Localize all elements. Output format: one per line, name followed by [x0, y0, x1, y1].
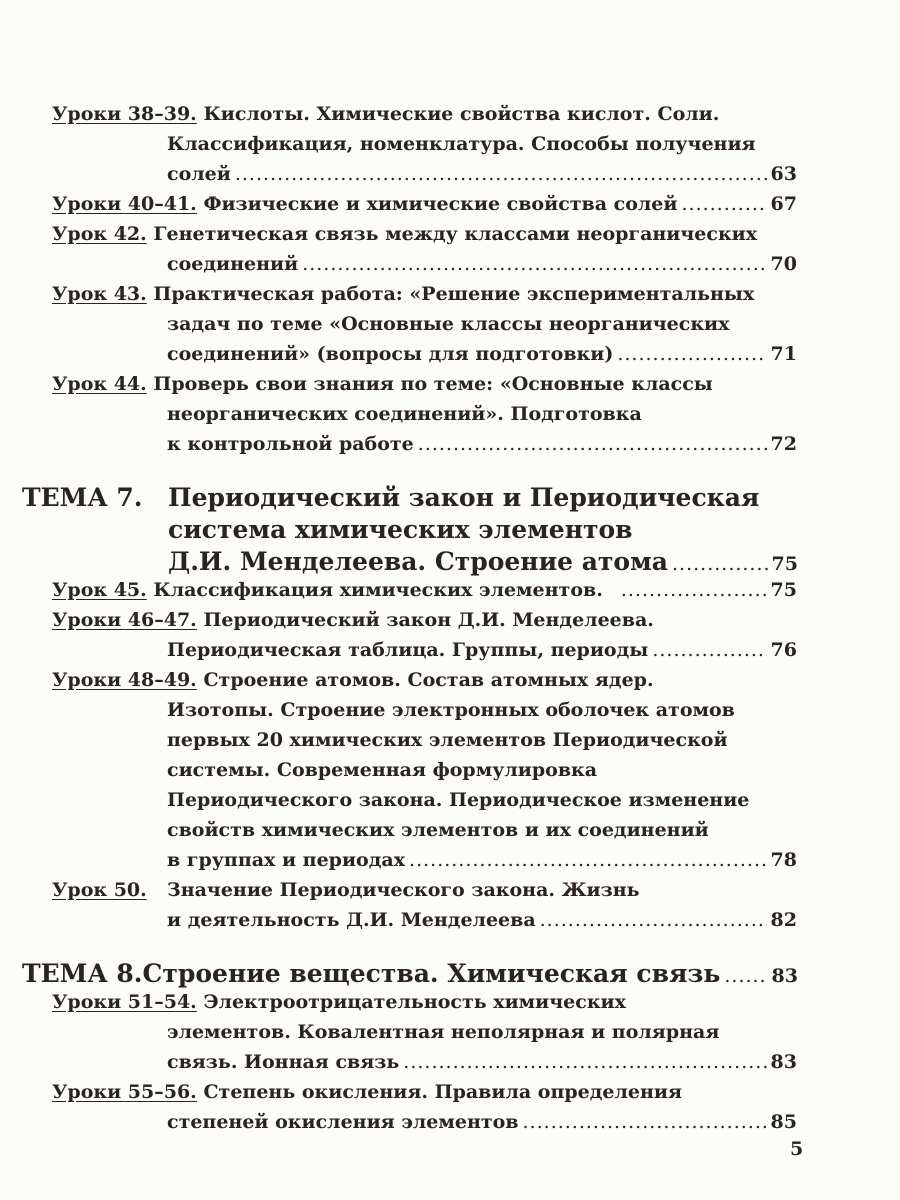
entry-text: Проверь свои знания по теме: «Основные классы — [153, 373, 713, 395]
entry-text: Классификация, номенклатура. Способы получения — [167, 133, 756, 155]
page-ref: 71 — [770, 343, 797, 365]
page-ref: 72 — [770, 433, 797, 455]
entry-text: задач по теме «Основные классы неорганических — [167, 313, 730, 335]
page-ref: 63 — [770, 163, 797, 185]
page-ref: 78 — [770, 849, 797, 871]
entry-text: соединений — [167, 253, 299, 275]
entry-text: свойств химических элементов и их соединений — [167, 819, 709, 841]
entry-text: Практическая работа: «Решение экспериментальных — [153, 283, 755, 305]
dot-leader — [540, 908, 767, 932]
entry-text: в группах и периодах — [167, 849, 406, 871]
entry-text: солей — [167, 163, 231, 185]
entry-text: Значение Периодического закона. Жизнь — [167, 879, 640, 901]
page-ref: 70 — [770, 253, 797, 275]
entry-text: Периодического закона. Периодическое изменение — [167, 789, 750, 811]
lesson-label[interactable]: Урок 43. — [52, 283, 147, 305]
entry-text: Генетическая связь между классами неорганических — [153, 223, 758, 245]
dot-leader — [724, 960, 767, 992]
dot-leader — [672, 548, 768, 580]
page-ref: 82 — [770, 909, 797, 931]
lesson-label[interactable]: Уроки 48–49. — [52, 669, 197, 691]
entry-text: и деятельность Д.И. Менделеева — [167, 909, 536, 931]
entry-text: системы. Современная формулировка — [167, 759, 598, 781]
entry-text: соединений» (вопросы для подготовки) — [167, 343, 614, 365]
dot-leader — [523, 1110, 767, 1134]
topic-title: Строение вещества. Химическая связь — [142, 959, 721, 988]
entry-text: Физические и химические свойства солей — [203, 193, 678, 215]
page-ref: 83 — [770, 1051, 797, 1073]
page-ref: 76 — [770, 639, 797, 661]
topic-title: Периодический закон и Периодическая — [168, 483, 760, 512]
entry-text: Кислоты. Химические свойства кислот. Соли. — [203, 103, 720, 125]
dot-leader — [403, 1050, 766, 1074]
topic-label: ТЕМА 8. — [22, 959, 143, 988]
entry-text: Изотопы. Строение электронных оболочек атомов — [167, 699, 735, 721]
entry-text: первых 20 химических элементов Периодической — [167, 729, 728, 751]
lesson-label[interactable]: Урок 42. — [52, 223, 147, 245]
topic-title: система химических элементов — [168, 515, 633, 544]
dot-leader — [681, 192, 766, 216]
dot-leader — [652, 638, 766, 662]
dot-leader — [621, 578, 767, 602]
page-ref: 85 — [770, 1111, 797, 1133]
entry-text: степеней окисления элементов — [167, 1111, 519, 1133]
page-ref: 67 — [770, 193, 797, 215]
entry-text: элементов. Ковалентная неполярная и полярная — [167, 1021, 720, 1043]
page-number: 5 — [790, 1138, 804, 1160]
topic-label: ТЕМА 7. — [22, 483, 143, 512]
entry-text: Классификация химических элементов. — [153, 579, 603, 601]
dot-leader — [235, 162, 767, 186]
dot-leader — [302, 252, 766, 276]
lesson-label[interactable]: Уроки 38–39. — [52, 103, 197, 125]
lesson-label[interactable]: Уроки 55–56. — [52, 1081, 197, 1103]
lesson-label[interactable]: Уроки 40–41. — [52, 193, 197, 215]
topic-title: Д.И. Менделеева. Строение атома — [168, 547, 668, 576]
page-ref: 75 — [770, 579, 797, 601]
lesson-label[interactable]: Урок 45. — [52, 579, 147, 601]
entry-text: связь. Ионная связь — [167, 1051, 400, 1073]
lesson-label[interactable]: Уроки 46–47. — [52, 609, 197, 631]
entry-text: Строение атомов. Состав атомных ядер. — [203, 669, 654, 691]
dot-leader — [409, 848, 767, 872]
entry-text: Степень окисления. Правила определения — [203, 1081, 683, 1103]
dot-leader — [418, 432, 767, 456]
page-ref: 83 — [771, 965, 798, 987]
entry-text: Периодический закон Д.И. Менделеева. — [203, 609, 654, 631]
entry-text: Электроотрицательность химических — [203, 991, 626, 1013]
entry-text: неорганических соединений». Подготовка — [167, 403, 642, 425]
lesson-label[interactable]: Урок 44. — [52, 373, 147, 395]
entry-text: Периодическая таблица. Группы, периоды — [167, 639, 649, 661]
lesson-label[interactable]: Уроки 51–54. — [52, 991, 197, 1013]
dot-leader — [617, 342, 766, 366]
lesson-label[interactable]: Урок 50. — [52, 879, 147, 901]
page-ref: 75 — [771, 553, 798, 575]
entry-text: к контрольной работе — [167, 433, 414, 455]
